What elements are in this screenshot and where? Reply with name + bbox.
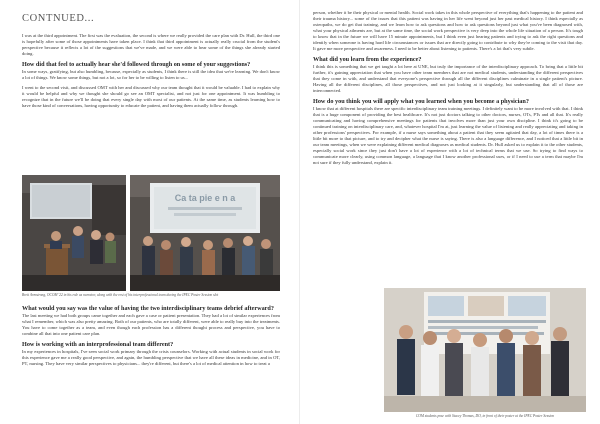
right-text-column — [313, 10, 583, 170]
answer-paragraph: I know that at different hospitals there are specific interdisciplinary team training meetings. I definitely want to be more involved with that. I think that is a huge component of providing the best healthcare. It's not just doctors talking to other doctors, nurses, OTs, PTs and all that. It's really communicating and having comprehensive meetings for patients that involves more than just your own discipline. I think it's going to be continued training on interdisciplinary care, and, whatever hospital I'm at, just learning the value of listening and really appreciating and taking in other professions' perspectives. For example, if a nurse says something about a patient that they seem agitated that day, a lot of times there is a little bit more to that picture, and to try and decipher what the nurse is saying. There is also a language difference, and I noticed that a little bit in our team meetings, when we were explaining different medical diagnoses as medical students. Dr. Hull asked us to explain it to the other students, especially social work since they just don't have a lot of experience with a lot of technical terms that we use. So trying to find ways to communicate more clearly, using common language, a language that I know another professional uses, or if I need to use a term that maybe I'm not sure if they fully understand, explain it. — [313, 106, 583, 166]
team-photo-illustration — [130, 175, 280, 291]
left-bottom-text-column — [22, 302, 280, 371]
right-photo-caption: COM students pose with Stacey Thomas, DO, in front of their poster at the IPEC Poster Session — [415, 414, 555, 418]
answer-paragraph: In my experiences in hospitals, I've seen social work primary through the crisis counselors. Working with actual students in social work for this experience gave me a really good perspective, and again, the humbling perspective that we have all these ideas in medicine, and in OT, PT, nursing. They have very similar perspectives to physicians... they're different, but there's a lot of medical attention in how to treat a — [22, 349, 280, 367]
answer-paragraph: I went to the second visit, and discussed OMT with her and discussed why our team thought that it would be valuable. I had to explain why it would be helpful and why we thought she should go see an OMT specialist, and not just for one appointment. It was humbling to recognize that in the future we'll be doing that every single day with most of our patients. At the same time, as students learning how to have those kind of conversations, having opportunity to educate the patient, and having them actually follow through. — [22, 85, 280, 109]
left-photo-caption: Brett Armstrong, OCOM '22 in his role as narrator, along with the rest of his interprofessional team during the IPEC Poster Session slot — [22, 293, 219, 297]
question-heading-apply-as-physician: How do you think you will apply what you learned when you become a physician? — [313, 98, 529, 106]
left-top-text-column — [22, 33, 280, 113]
question-heading-learned: What did you learn from the experience? — [313, 56, 422, 63]
screen-slide-text: Ca ta pie e n a — [174, 193, 236, 203]
question-heading-interprofessional-team: How is working with an interprofessional team different? — [22, 341, 174, 349]
presenter-photo-illustration — [22, 175, 126, 291]
photo-students-with-poster — [384, 288, 586, 412]
photo-interprofessional-team — [130, 175, 280, 291]
question-heading-debrief-value: What would you say was the value of having the two interdisciplinary teams debrief afterward? — [22, 305, 274, 312]
photo-presenter-at-podium — [22, 175, 126, 291]
answer-paragraph: I think this is something that we get taught a lot here at UNE, but truly the importance of the interdisciplinary approach. To bring that a little bit further, it's gaining appreciation that when you have other team members that are not medical students, understanding the different perspectives that they come in with, and understand that everyone's perspective through all the different disciplines culminate in a single patient's picture. Having all the different disciplines, all those perspectives, and not just looking at it singularly, but understanding that all of those are interconnected. — [313, 64, 583, 94]
right-page — [300, 0, 600, 424]
continued-paragraph: person, whether it be their physical or mental health. Social work takes in this whole perspective of everything that's happening to the patient and their trauma history... some of the issues that this patient was having in her life went beyond just her past medical history. I think especially as osteopaths, we do get that training, and we learn how to ask questions and how to ask questions beyond just what you've been diagnosed with, what your physical ailments are, but at the same time, the social work perspective is very deep into the whole life situation of a person. It's tough to know that in the future we will have 15 minute appointments, but I think even just hearing patients and trying to ask the right questions and identify when someone is having hard life circumstances or issues that are directly going to contribute to why they're coming to the visit that day. It gave me more perspective and awareness. I need to be better about listening to patients. There's a lot that's very subtle. — [313, 10, 583, 51]
answer-paragraph: In some ways, gratifying, but also humbling, because, especially as students, I think there is still the idea that we're learning. We don't know a lot of things. We know some things, but not a lot, so for her to be willing to listen to us... — [22, 69, 280, 81]
group-photo-illustration — [384, 288, 586, 412]
answer-paragraph: The last meeting we had both groups came together and each gave a case or patient presentation. They had a lot of similar experiences from what I remember, which was also pretty amazing. Both of our patients, who are totally different, were able to really buy into the treatments. You have to come together as a team, and even though each profession has a different thought process and perspective, you have to combine all that into one patient care plan. — [22, 313, 280, 337]
question-heading-follow-through: How did that feel to actually hear she'd followed through on some of your suggestions? — [22, 61, 251, 68]
intro-paragraph: I was at the third appointment. The first was the evaluation, the second is where we really provided the care plan with Dr. Hull, the third one is hopefully after some of those appointments have taken place. I think that third appointment is actually really crucial from the student's perspective because it reflects a lot of the suggestions that we've made, and we were able to hear some of the things she already started doing. — [22, 33, 280, 56]
page-title: CONTNUED... — [22, 13, 95, 24]
